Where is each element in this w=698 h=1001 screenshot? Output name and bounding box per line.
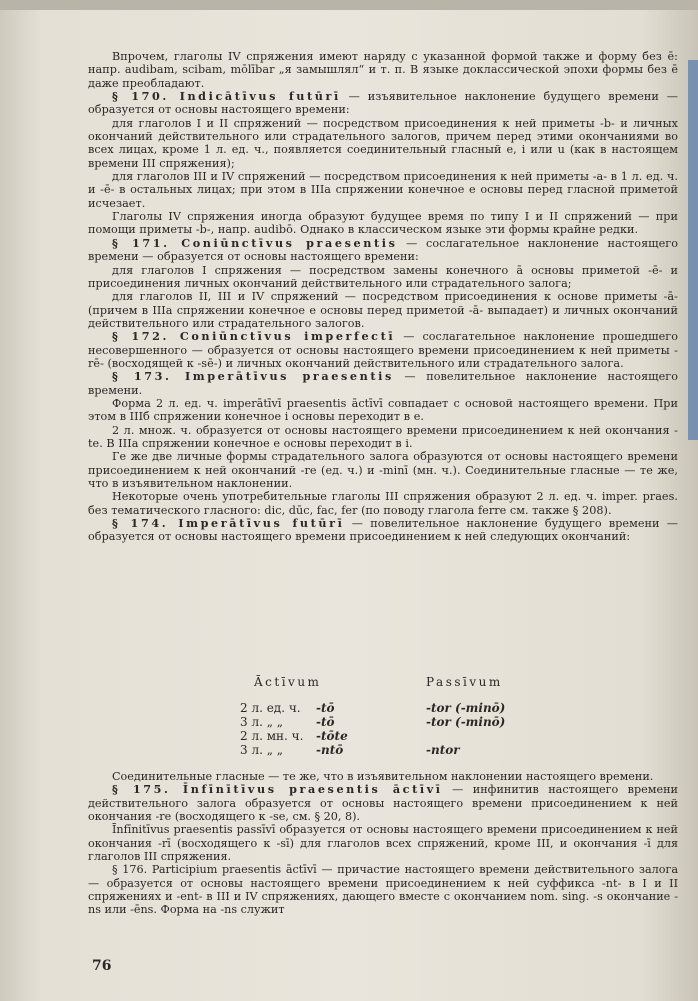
paragraph: Впрочем, глаголы IV спряжения имеют наряду с указанной формой также и форму без ē: напр. audibam, scibam, mōlībar „я замышлял“ и т. п. В языке доклассической эпохи формы без ē даже преобладают. — [88, 50, 678, 90]
active-cell: -ntō — [316, 743, 344, 757]
paragraph: для глаголов I спряжения — посредством замены конечного ā основы приметой -ē- и присоединения личных окончаний действительного или страдательного залога; — [88, 263, 678, 290]
page-top-edge — [0, 0, 698, 10]
passive-cell: -tor (-minō) — [426, 701, 506, 715]
table-row — [240, 702, 540, 716]
active-cell: -tō — [316, 715, 335, 729]
active-cell: -tō — [316, 701, 335, 715]
page-right-edge — [688, 60, 698, 440]
section-heading: § 171. Coniūnctīvus praesentis — [112, 235, 398, 250]
section-heading: § 175. Īnfīnītīvus praesentis āctīvī — [112, 782, 443, 797]
paragraph: § 174. Imperātīvus futūrī — повелительное наклонение будущего времени — образуется от основы настоящего времени присоединением к ней следующих окончаний: — [88, 516, 678, 544]
passive-cell: -ntor — [426, 743, 460, 757]
paragraph: 2 л. множ. ч. образуется от основы настоящего времени присоединением к ней окончания -te. В IIIa спряжении конечное e основы переходит в i. — [88, 423, 678, 450]
paragraph: для глаголов II, III и IV спряжений — посредством присоединения к основе приметы -ā- (причем в IIIa спряжении конечное e основы перед приметой -ā- выпадает) и личных окончаний действительного или страдательного залогов. — [88, 290, 678, 330]
endings-table — [240, 676, 540, 758]
paragraph: Ге же две личные формы страдательного залога образуются от основы настоящего времени присоединением к ней окончаний -re (ед. ч.) и -minī (мн. ч.). Соединительные гласные — те же, что в изъявительном наклонении. — [88, 450, 678, 490]
paragraph: § 170. Indicātīvus futūrī — изъявительное наклонение будущего времени — образуется от основы настоящего времени: — [88, 89, 678, 117]
header-active: Āctīvum — [254, 675, 322, 689]
paragraph: Форма 2 л. ед. ч. imperātīvī praesentis āctīvī совпадает с основой настоящего времени. При этом в IIIб спряжении конечное i основы переходит в e. — [88, 396, 678, 424]
table-row — [240, 716, 540, 730]
person-cell: 3 л. „ „ — [240, 715, 283, 729]
table-row — [240, 744, 540, 758]
person-cell: 2 л. ед. ч. — [240, 701, 301, 715]
paragraph: § 173. Imperātīvus praesentis — повелительное наклонение настоящего времени. — [88, 369, 678, 397]
person-cell: 2 л. мн. ч. — [240, 729, 304, 743]
section-heading: § 172. Coniūnctīvus imperfectī — [112, 329, 396, 344]
section-heading: § 174. Imperātīvus futūrī — [112, 516, 345, 531]
page-number: 76 — [92, 958, 112, 974]
section-heading: § 173. Imperātīvus praesentis — [112, 369, 394, 384]
active-cell: -tōte — [316, 729, 348, 743]
paragraph: Соединительные гласные — те же, что в изъявительном наклонении настоящего времени. — [112, 770, 654, 783]
paragraph: Некоторые очень употребительные глаголы III спряжения образуют 2 л. ед. ч. imper. praes. без тематического гласного: dic, dūc, fac, fer (по поводу глагола ferre см. также § 208). — [88, 490, 678, 517]
paragraph: для глаголов I и II спряжений — посредством присоединения к ней приметы -b- и личных окончаний действительного или страдательного залогов, причем перед этими окончаниями во всех лицах, кроме 1 л. ед. ч., появляется соединительный гласный e, i или u (как в настоящем времени III спряжения); — [88, 116, 678, 170]
table-row — [240, 730, 540, 744]
paragraph: § 176. Participium praesentis āctīvī — причастие настоящего времени действительного залога — образуется от основы настоящего времени присоединением к ней суффикса -nt- в I и II спряжениях и -ent- в III и IV спряжениях, дающего вместе с окончанием nom. sing. -s окончание -ns или -ēns. Форма на -ns служит — [88, 863, 678, 917]
top-text-block — [88, 50, 678, 544]
paragraph: § 175. Īnfīnītīvus praesentis āctīvī — инфинитив настоящего времени действительного залога образуется от основы настоящего времени присоединением к ней окончания -re (восходящего к -se, см. § 20, 8). — [88, 782, 678, 824]
bottom-text-block — [88, 770, 678, 917]
section-heading: § 170. Indicātīvus futūrī — [112, 89, 341, 104]
paragraph: Īnfīnitīvus praesentis passīvī образуется от основы настоящего времени присоединением к ней окончания -rī (восходящего к -sī) для глаголов всех спряжений, кроме III, и окончания -ī для глаголов III спряжения. — [88, 823, 678, 864]
paragraph: для глаголов III и IV спряжений — посредством присоединения к ней приметы -a- в 1 л. ед. ч. и -ē- в остальных лицах; при этом в IIIa спряжении конечное e основы перед гласной приметой исчезает. — [88, 170, 678, 210]
person-cell: 3 л. „ „ — [240, 743, 283, 757]
header-passive: Passīvum — [426, 675, 503, 689]
paragraph: § 172. Coniūnctīvus imperfectī — сослагательное наклонение прошедшего несовершенного — образуется от основы настоящего времени присоединением к ней приметы -rē- (восходящей к -sē-) и личных окончаний действительного или страдательного залога. — [88, 329, 678, 370]
passive-cell: -tor (-minō) — [426, 715, 506, 729]
paragraph: § 171. Coniūnctīvus praesentis — сослагательное наклонение настоящего времени — образуется от основы настоящего времени: — [88, 235, 678, 264]
table-header — [240, 676, 540, 702]
paragraph: Глаголы IV спряжения иногда образуют будущее время по типу I и II спряжений — при помощи приметы -b-, напр. audibō. Однако в классическом языке эти формы крайне редки. — [88, 210, 678, 237]
